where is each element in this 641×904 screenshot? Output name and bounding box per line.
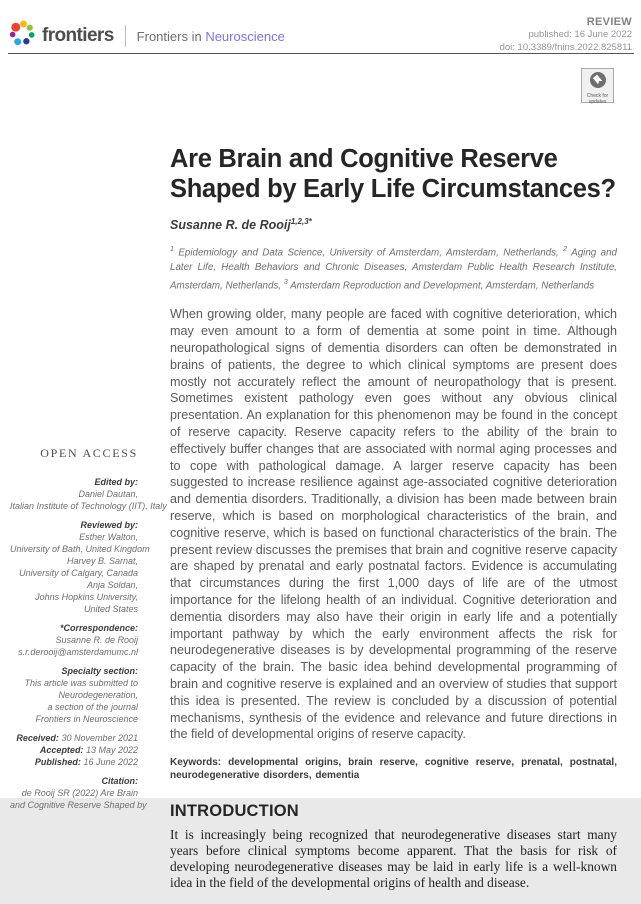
- header-divider: [125, 25, 126, 47]
- correspondence-label: *Correspondence:: [59, 623, 138, 633]
- citation-label: Citation:: [101, 776, 138, 786]
- citation-line: de Rooij SR (2022) Are Brain: [21, 788, 138, 798]
- accepted-line: Accepted: 13 May 2022: [39, 745, 138, 755]
- header-meta: [500, 16, 632, 54]
- journal-prefix: Frontiers in: [136, 28, 206, 44]
- correspondence-email-link[interactable]: s.r.derooij@amsterdamumc.nl: [18, 647, 138, 657]
- doi-link[interactable]: doi: 10.3389/fnins.2022.825811: [499, 41, 632, 53]
- open-access-label: OPEN ACCESS: [40, 446, 138, 460]
- editor-name: Daniel Dautan,: [78, 489, 138, 499]
- article-type-label: REVIEW: [586, 16, 632, 28]
- specialty-section: [10, 665, 138, 725]
- author-name: Susanne R. de Rooij: [170, 218, 291, 233]
- affiliation-2: Aging and Later Life, Health Behaviors and Chronic Diseases, Amsterdam Public Health Research Institute, Amsterdam, Netherlands,: [170, 247, 617, 291]
- editor-affiliation: Italian Institute of Technology (IIT), Italy: [10, 501, 167, 511]
- journal-name-link[interactable]: Neuroscience: [205, 28, 285, 44]
- reviewer-line: United States: [83, 604, 138, 614]
- reviewer-line: University of Calgary, Canada: [19, 568, 138, 578]
- author-superscript: 1,2,3*: [290, 217, 312, 226]
- reviewer-line: University of Bath, United Kingdom: [10, 544, 150, 554]
- affiliation-3: Amsterdam Reproduction and Development, Amsterdam, Netherlands: [290, 279, 595, 291]
- article-sidebar: [10, 446, 167, 818]
- article-title: Are Brain and Cognitive Reserve Shaped by Early Life Circumstances?: [170, 145, 616, 203]
- reviewer-line: Anja Soldan,: [86, 580, 138, 590]
- badge-caption: Check for updates: [586, 93, 609, 105]
- crossmark-icon: [589, 69, 607, 94]
- correspondence-name: Susanne R. de Rooij: [55, 635, 138, 645]
- affiliation-1: Epidemiology and Data Science, University of Amsterdam, Amsterdam, Netherlands,: [178, 247, 559, 259]
- journal-title: [137, 29, 285, 44]
- correspondence-section: [10, 622, 138, 658]
- citation-line: and Cognitive Reserve Shaped by: [10, 800, 147, 810]
- specialty-line: This article was submitted to: [24, 678, 138, 688]
- reviewed-by-section: [10, 519, 150, 615]
- article-main-column: [170, 144, 617, 904]
- reviewer-line: Esther Walton,: [79, 532, 138, 542]
- edited-by-label: Edited by:: [94, 477, 138, 487]
- introduction-heading: INTRODUCTION: [170, 801, 299, 820]
- affiliations: $^1$ Epidemiology and Data Science, University of Amsterdam, Amsterdam, Netherlands, $^2$ Aging and Later Life, Health Behaviors and Chronic Diseases, Amsterdam Public Health Research Institute, Amsterdam, Netherlands, $^3$ Amsterdam Reproduction and Development, Amsterdam, Netherlands: [170, 246, 617, 291]
- header-logo-row: [8, 19, 285, 53]
- reviewed-by-label: Reviewed by:: [80, 520, 138, 530]
- received-line: Received: 30 November 2021: [16, 733, 138, 743]
- citation-section: [10, 775, 147, 811]
- frontiers-logotype[interactable]: frontiers: [42, 25, 114, 46]
- specialty-line: a section of the journal: [47, 702, 138, 712]
- frontiers-logo-icon[interactable]: [8, 19, 37, 53]
- specialty-label: Specialty section:: [61, 666, 138, 676]
- history-section: [10, 732, 138, 768]
- reviewer-line: Harvey B. Sarnat,: [66, 556, 138, 566]
- check-for-updates-badge[interactable]: [581, 68, 614, 103]
- published-line: Published: 16 June 2022: [34, 757, 138, 767]
- specialty-line: Frontiers in Neuroscience: [35, 714, 138, 724]
- header-rule: [8, 53, 634, 54]
- edited-by-section: [10, 476, 167, 512]
- published-date-line: published: 16 June 2022: [528, 29, 632, 40]
- keywords-line: Keywords: developmental origins, brain reserve, cognitive reserve, prenatal, postnatal, neurodegenerative disorders, dementia: [170, 756, 617, 781]
- abstract-text: When growing older, many people are faced with cognitive deterioration, which may even amount to a form of dementia at some point in time. Although neuropathological signs of dementia disorders can often be demonstrated in brains of patients, the degree to which clinical symptoms are present does mostly not accurately reflect the amount of neuropathology that is present. Sometimes existent pathology even goes without any obvious clinical presentation. An explanation for this phenomenon may be found in the concept of reserve capacity. Reserve capacity refers to the ability of the brain to effectively buffer changes that are associated with normal aging processes and to cope with pathological damage. A larger reserve capacity has been suggested to increase resilience against age-associated cognitive deterioration and dementia disorders. Traditionally, a division has been made between brain reserve, which is based on morphological characteristics of the brain, and cognitive reserve, which is based on functional characteristics of the brain. The present review discusses the premises that brain and cognitive reserve capacity are shaped by prenatal and early postnatal factors. Evidence is accumulating that circumstances during the first 1,000 days of life are of the utmost importance for the lifelong health of an individual. Cognitive deterioration and dementia disorders may also have their origin in early life and a potentially important pathway by which the early environment affects the risk for neurodegenerative diseases is by developmental programming of the reserve capacity of the brain. The basic idea behind developmental programming of brain and cognitive reserve is explained and an overview of studies that support this idea is presented. The review is concluded by a discussion of potential mechanisms, synthesis of the evidence and relevance and future directions in the field of developmental origins of reserve capacity.: [170, 307, 617, 742]
- author-line: [170, 217, 617, 232]
- introduction-text: It is increasingly being recognized that neurodegenerative diseases start many years before clinical symptoms become apparent. That the basis for risk of developing neurodegenerative diseases may be laid in early life is a well-known idea in the field of the developmental origins of health and disease.: [170, 826, 617, 890]
- reviewer-line: Johns Hopkins University,: [35, 592, 138, 602]
- specialty-line: Neurodegeneration,: [58, 690, 138, 700]
